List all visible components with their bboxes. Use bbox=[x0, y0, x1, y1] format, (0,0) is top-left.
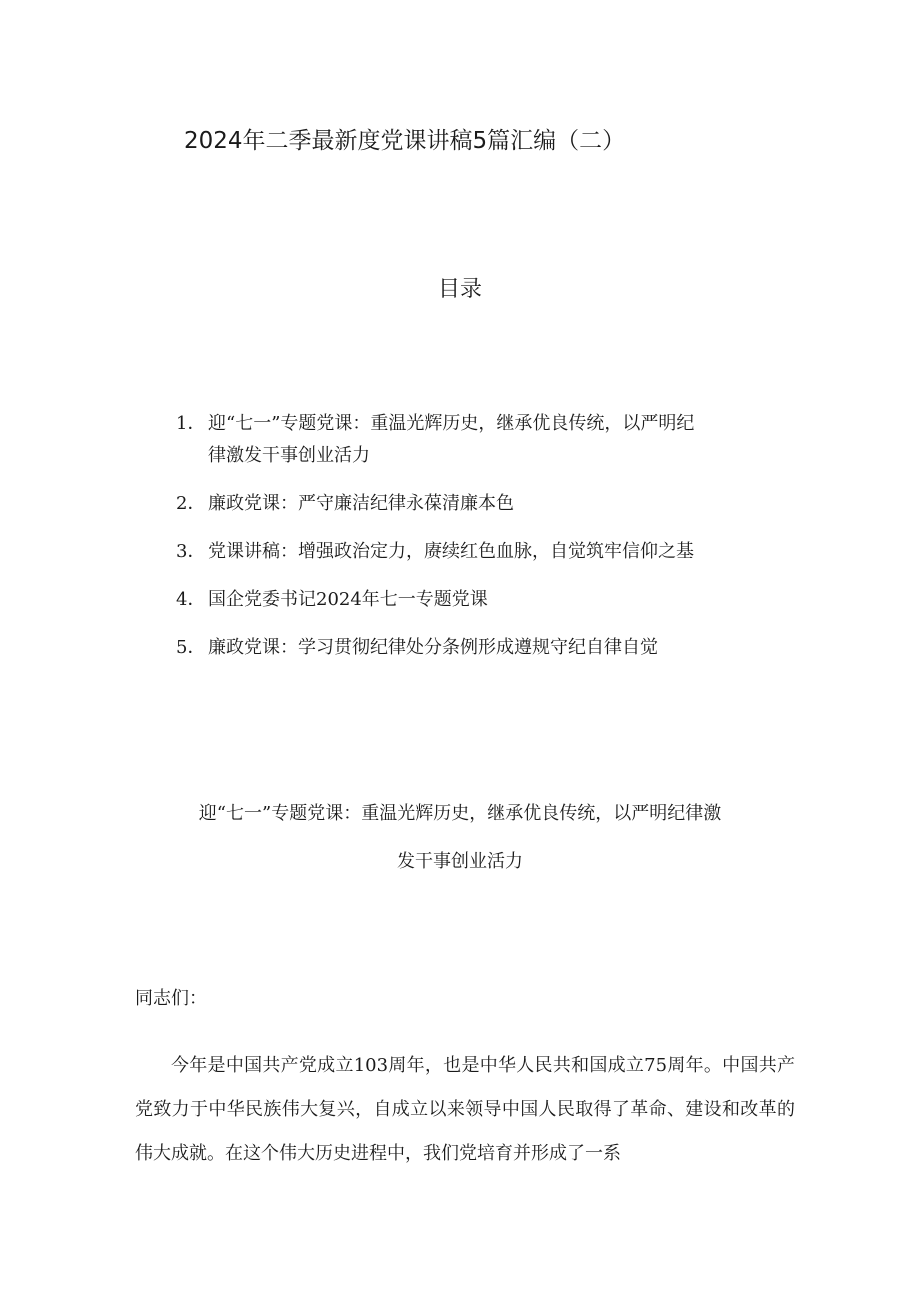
toc-heading: 目录 bbox=[437, 277, 482, 302]
toc-item-3[interactable] bbox=[176, 536, 796, 568]
toc-number: 3． bbox=[176, 541, 206, 562]
table-of-contents bbox=[176, 408, 796, 680]
greeting: 同志们： bbox=[135, 988, 207, 1009]
toc-text-continuation: 律激发干事创业活力 bbox=[208, 445, 370, 466]
toc-text: 迎“七一”专题党课：重温光辉历史，继承优良传统，以严明纪 bbox=[208, 413, 695, 434]
toc-number: 5． bbox=[176, 637, 206, 658]
toc-text: 国企党委书记2024年七一专题党课 bbox=[208, 589, 488, 610]
toc-item-4[interactable] bbox=[176, 584, 796, 616]
toc-number: 4． bbox=[176, 589, 206, 610]
section-title-line-2: 发干事创业活力 bbox=[397, 851, 523, 872]
toc-item-2[interactable] bbox=[176, 488, 796, 520]
toc-number: 1． bbox=[176, 413, 206, 434]
toc-text: 廉政党课：学习贯彻纪律处分条例形成遵规守纪自律自觉 bbox=[208, 637, 658, 658]
section-title-line-1: 迎“七一”专题党课：重温光辉历史，继承优良传统，以严明纪律激 bbox=[198, 803, 722, 824]
toc-item-1[interactable] bbox=[176, 408, 796, 472]
toc-number: 2． bbox=[176, 493, 206, 514]
document-title: 2024年二季最新度党课讲稿5篇汇编（二） bbox=[184, 128, 626, 154]
toc-text: 党课讲稿：增强政治定力，赓续红色血脉，自觉筑牢信仰之基 bbox=[208, 541, 694, 562]
toc-item-5[interactable] bbox=[176, 632, 796, 664]
section-title bbox=[150, 790, 770, 886]
body-paragraph: 今年是中国共产党成立103周年，也是中华人民共和国成立75周年。中国共产党致力于中华民族伟大复兴，自成立以来领导中国人民取得了革命、建设和改革的伟大成就。在这个伟大历史进程中，我们党培育并形成了一系 bbox=[135, 1055, 795, 1164]
toc-text: 廉政党课：严守廉洁纪律永葆清廉本色 bbox=[208, 493, 514, 514]
